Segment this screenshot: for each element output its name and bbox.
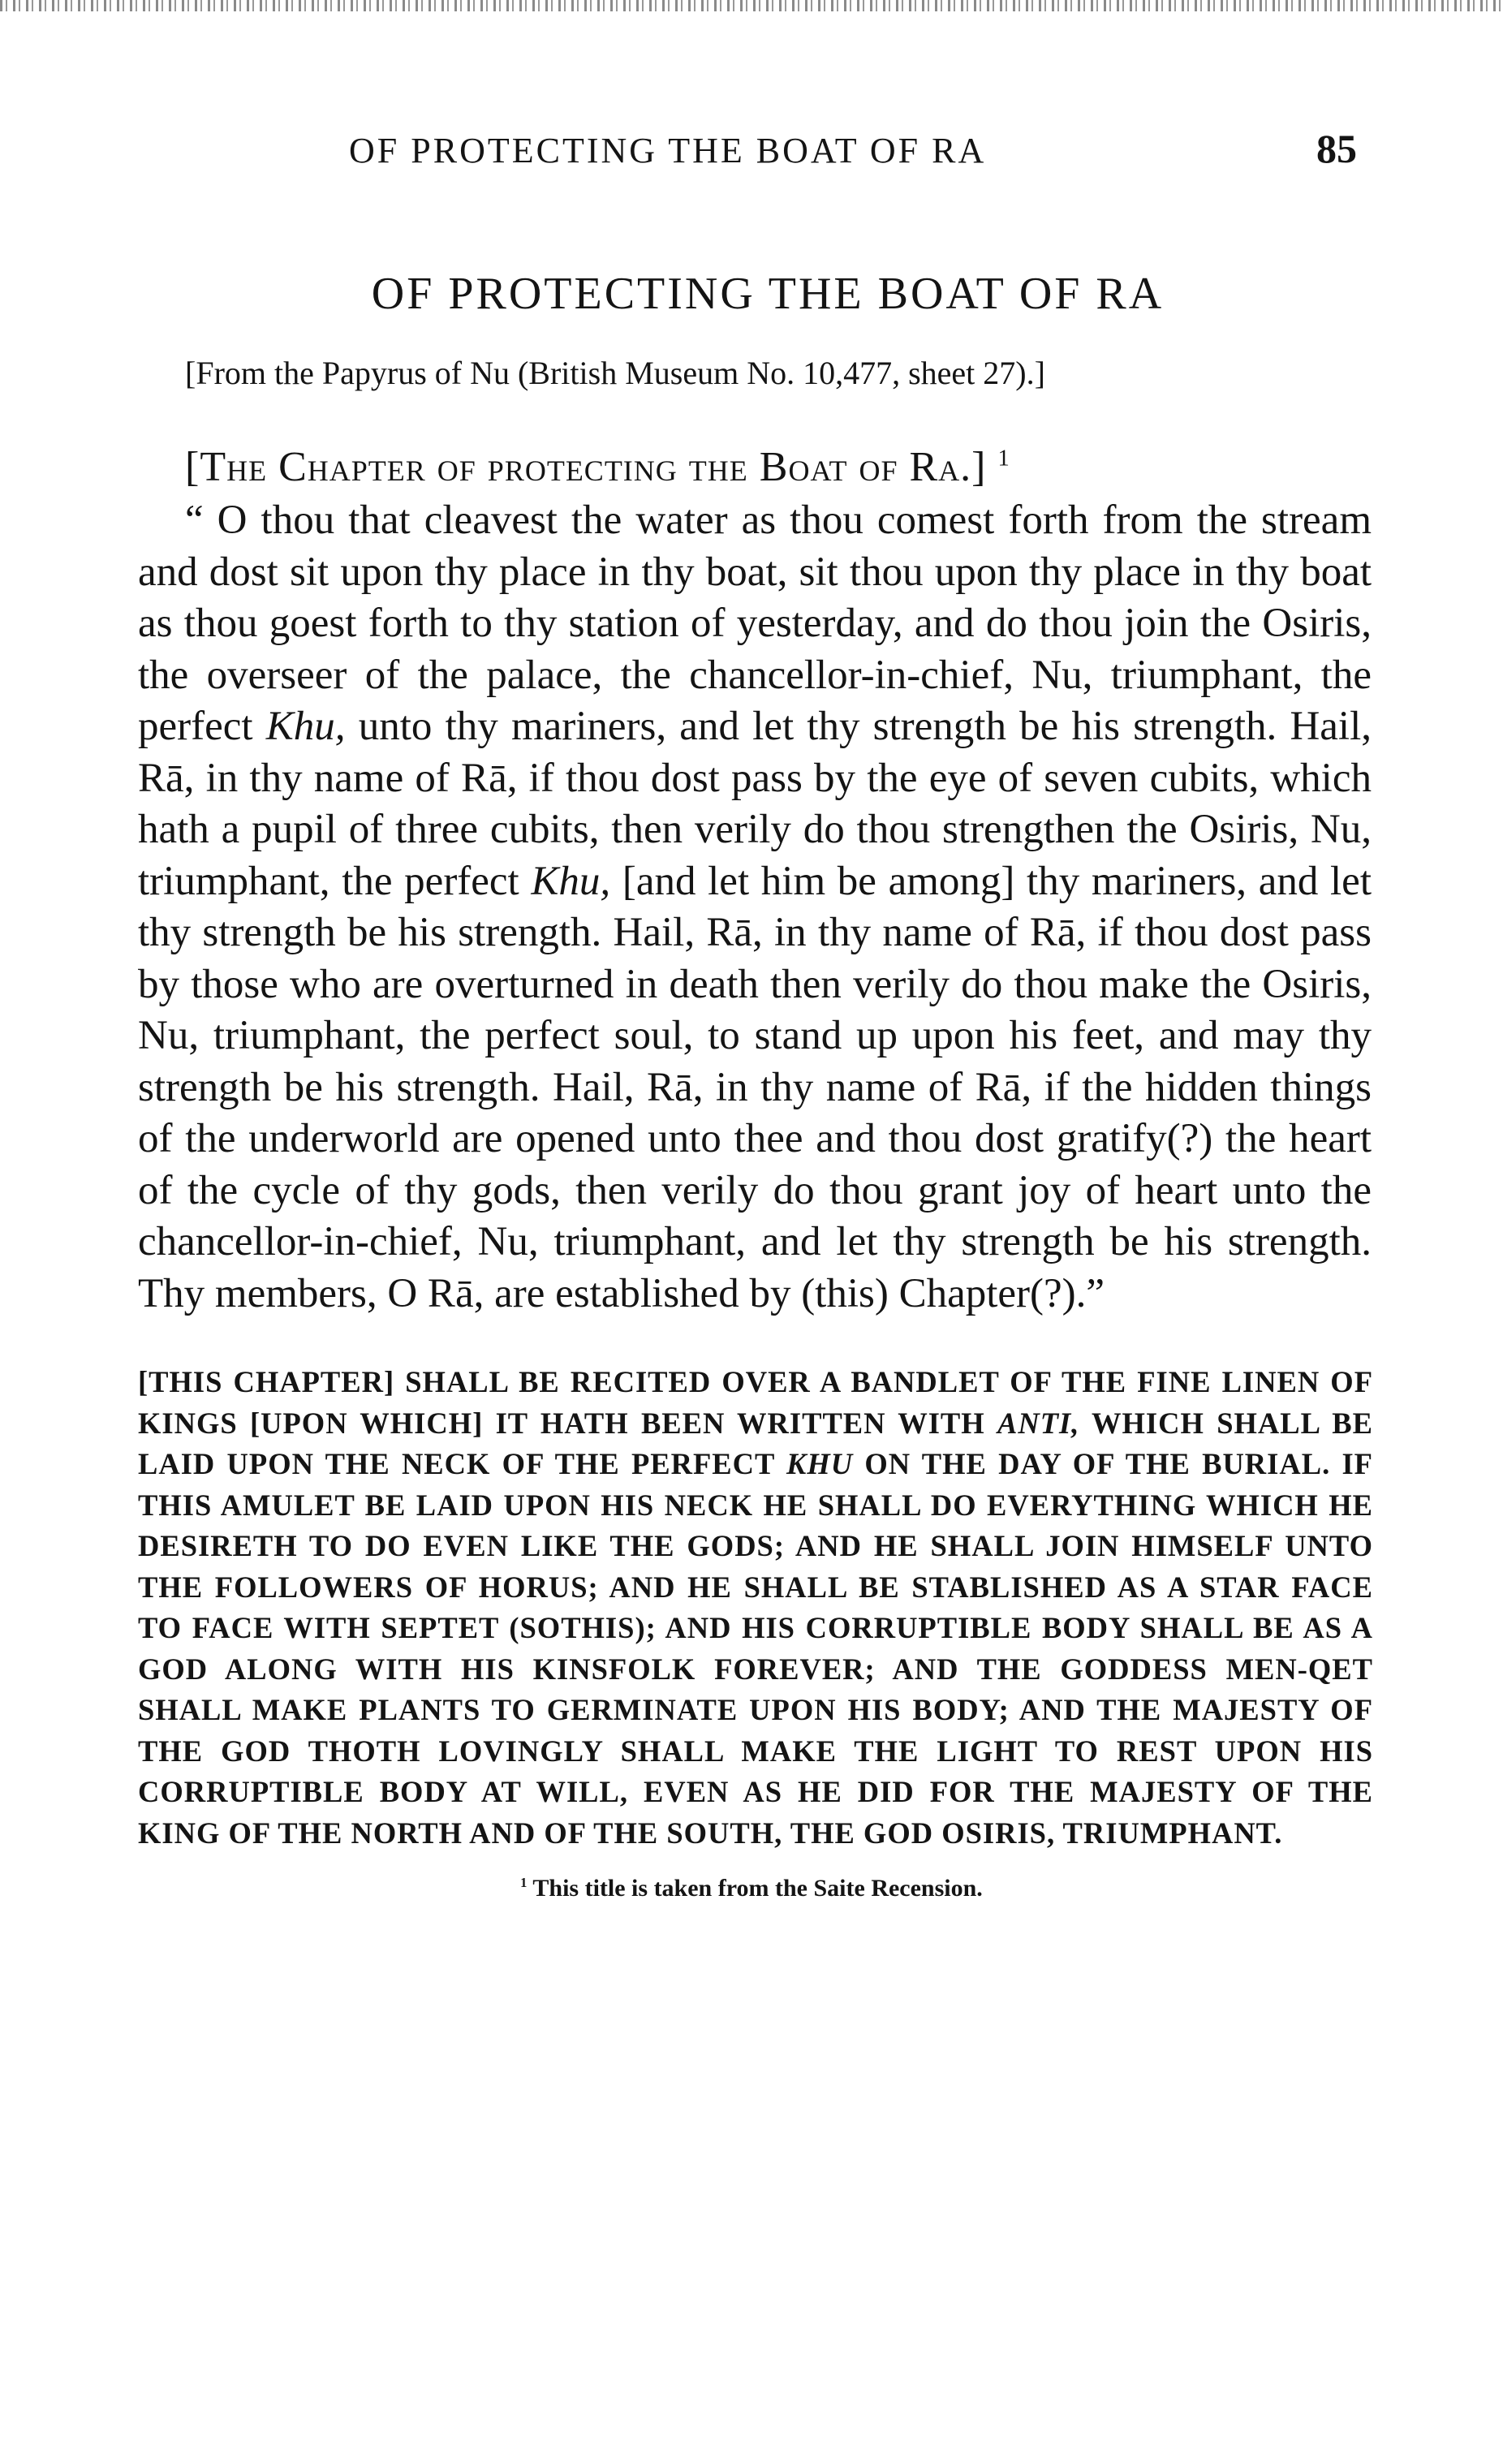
body-text-1: “ O thou that cleavest the water as thou comest forth from the stream and dost sit upon thy place in thy boat, sit thou upon thy place in thy boat as thou goest forth to thy station of yesterday, and do thou join the Osiris, the overseer of the palace, the chancellor-in-chief, Nu, triumphant, the perfect xyxy=(138,498,1372,749)
footnote xyxy=(0,1875,1503,1902)
body-khu-2: Khu, xyxy=(531,858,611,904)
body-text-2: unto thy mariners, and let thy strength be his strength. Hail, Rā, in thy name of Rā, if thou dost pass by the eye of seven cubits, which hath a pupil of three cubits, then verily do thou strengthen the Osiris, Nu, triumphant, the perfect xyxy=(138,704,1372,904)
source-citation: [From the Papyrus of Nu (British Museum No. 10,477, sheet 27).] xyxy=(185,355,1045,391)
rubric-text-1: [THIS CHAPTER] SHALL BE RECITED OVER A BANDLET OF THE FINE LINEN OF KINGS [UPON WHICH] IT HATH BEEN WRITTEN WITH xyxy=(138,1365,1373,1440)
body-paragraph xyxy=(138,495,1372,1320)
rubric-khu: KHU xyxy=(786,1447,854,1480)
scan-edge-artifact xyxy=(0,0,1503,11)
rubric-text-3: ON THE DAY OF THE BURIAL. IF THIS AMULET BE LAID UPON HIS NECK HE SHALL DO EVERYTHING WHICH HE DESIRETH TO DO EVEN LIKE THE GODS; AND HE SHALL JOIN HIMSELF UNTO THE FOLLOWERS OF HORUS; AND HE SHALL BE STABLISHED AS A STAR FACE TO FACE WITH SEPTET (SOTHIS); AND HIS CORRUPTIBLE BODY SHALL BE AS A GOD ALONG WITH HIS KINSFOLK FOREVER; AND THE GODDESS MEN-QET SHALL MAKE PLANTS TO GERMINATE UPON HIS BODY; AND THE MAJESTY OF THE GOD THOTH LOVINGLY SHALL MAKE THE LIGHT TO REST UPON HIS CORRUPTIBLE BODY AT WILL, EVEN AS HE DID FOR THE MAJESTY OF THE KING OF THE NORTH AND OF THE SOUTH, THE GOD OSIRIS, TRIUMPHANT. xyxy=(138,1447,1373,1850)
body-text-3: [and let him be among] thy mariners, and let thy strength be his strength. Hail, Rā, in thy name of Rā, if thou dost pass by those who are overturned in death then verily do thou make the Osiris, Nu, triumphant, the perfect soul, to stand up upon his feet, and may thy strength be his strength. Hail, Rā, in thy name of Rā, if the hidden things of the underworld are opened unto thee and thou dost gratify(?) the heart of the cycle of thy gods, then verily do thou grant joy of heart unto the chancellor-in-chief, Nu, triumphant, and let thy strength be his strength. Thy members, O Rā, are established by (this) Chapter(?).” xyxy=(138,858,1372,1316)
footnote-marker: 1 xyxy=(520,1875,528,1890)
caps-title-text: The Chapter of protecting the Boat of Ra. xyxy=(200,444,972,490)
rubric-text-2: WHICH SHALL BE LAID UPON THE NECK OF THE PERFECT xyxy=(138,1406,1373,1480)
rubric-anti: ANTI, xyxy=(997,1406,1080,1440)
footnote-ref: 1 xyxy=(997,446,1010,472)
bracket-close: ] xyxy=(971,444,987,490)
rubric-paragraph xyxy=(138,1362,1373,1854)
footnote-text: This title is taken from the Saite Recension. xyxy=(532,1875,983,1902)
running-head: OF PROTECTING THE BOAT OF RA xyxy=(349,131,987,170)
page-number: 85 xyxy=(1316,126,1357,171)
chapter-title: OF PROTECTING THE BOAT OF RA xyxy=(371,269,1165,319)
bracket-open: [ xyxy=(185,444,200,490)
body-khu-1: Khu, xyxy=(265,704,346,749)
chapter-caps-title xyxy=(185,443,1386,491)
